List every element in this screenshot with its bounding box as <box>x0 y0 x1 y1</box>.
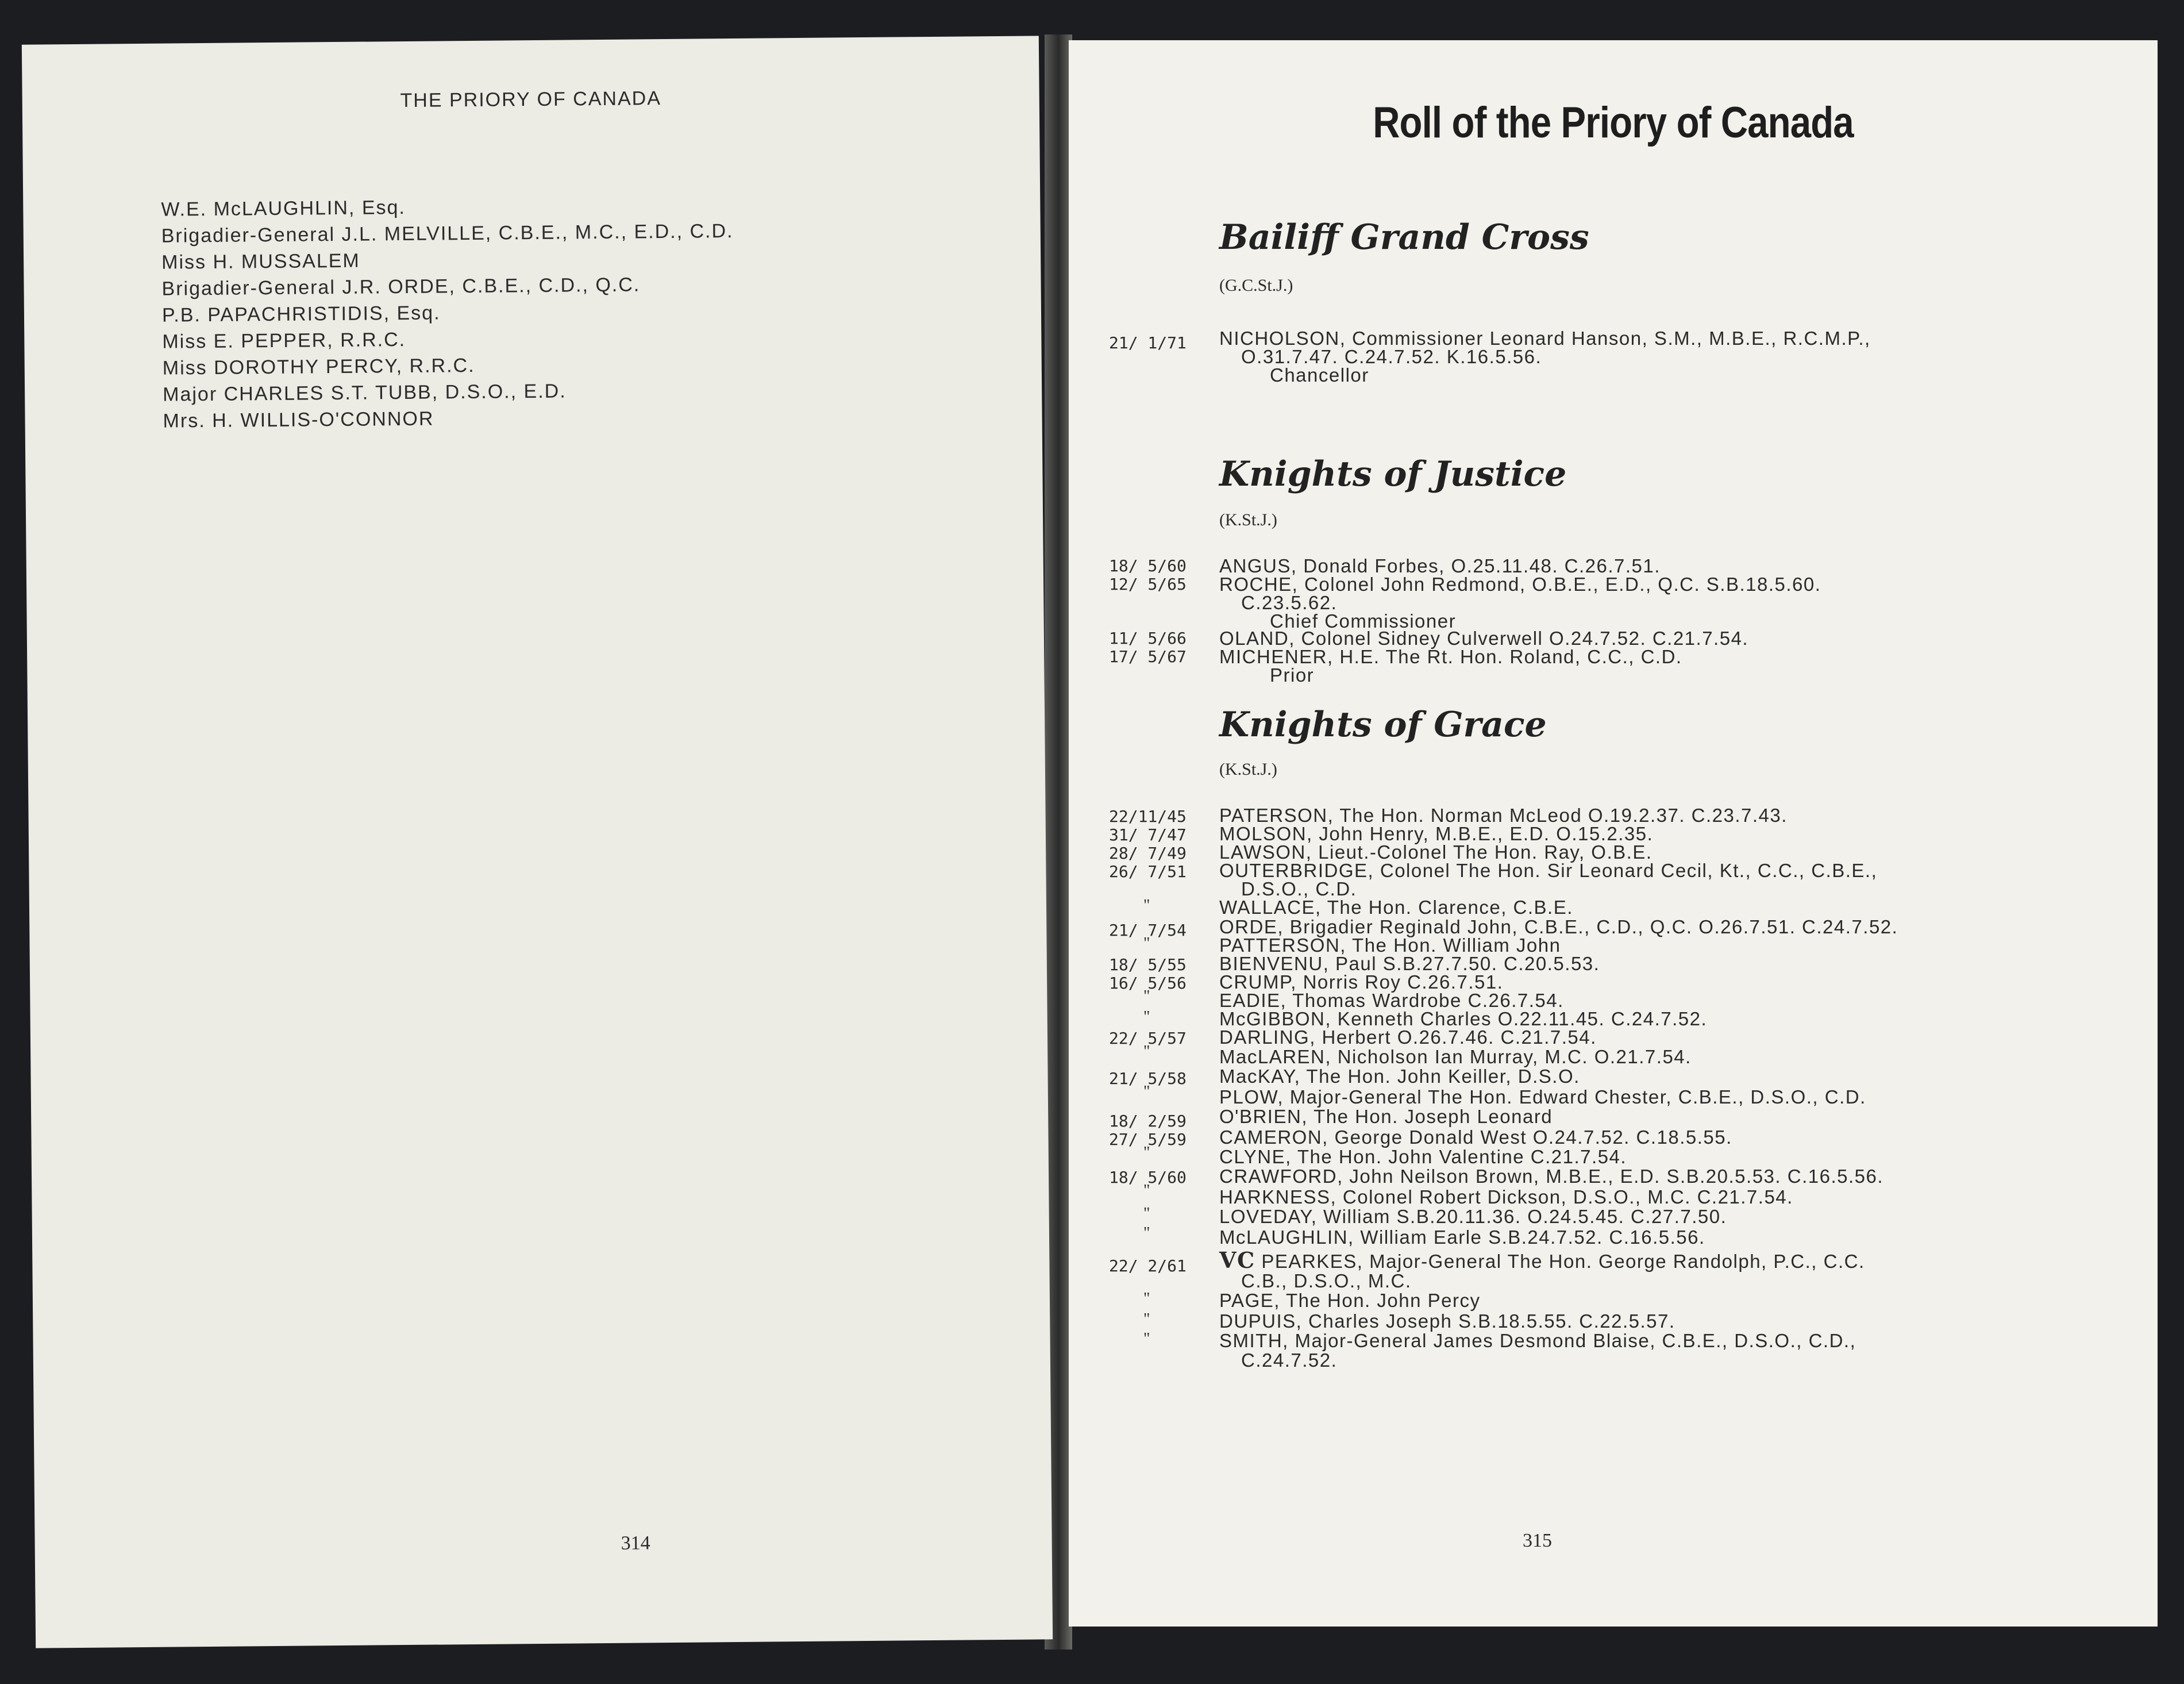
entry-line: C.23.5.62. <box>1241 592 1338 613</box>
ditto-mark: " <box>1143 1043 1150 1060</box>
member-line: Miss DOROTHY PERCY, R.R.C. <box>162 354 475 379</box>
ditto-mark: " <box>1143 1182 1150 1199</box>
member-line: Brigadier-General J.R. ORDE, C.B.E., C.D., Q.C. <box>161 274 641 300</box>
entry-date: 21/ 1/71 <box>1109 333 1187 352</box>
entry-line: CAMERON, George Donald West O.24.7.52. C.18.5.55. <box>1219 1126 1732 1148</box>
entry-line: C.24.7.52. <box>1241 1349 1338 1371</box>
entry-role: Chancellor <box>1270 364 1369 386</box>
entry-date: 16/ 5/56 <box>1109 974 1187 993</box>
section-heading-bailiff: Bailiff Grand Cross <box>1219 217 1589 257</box>
entry-line: PAGE, The Hon. John Percy <box>1219 1290 1481 1311</box>
entry-line: LAWSON, Lieut.-Colonel The Hon. Ray, O.B.E. <box>1219 841 1653 863</box>
member-line: Miss E. PEPPER, R.R.C. <box>162 328 406 353</box>
ditto-mark: " <box>1143 1224 1150 1242</box>
entry-line: PATTERSON, The Hon. William John <box>1219 935 1561 956</box>
entry-line: DUPUIS, Charles Joseph S.B.18.5.55. C.22.5.57. <box>1219 1310 1675 1332</box>
entry-date: 28/ 7/49 <box>1109 844 1187 863</box>
entry-line: BIENVENU, Paul S.B.27.7.50. C.20.5.53. <box>1219 953 1600 974</box>
entry-line: LOVEDAY, William S.B.20.11.36. O.24.5.45. C.27.7.50. <box>1219 1206 1727 1227</box>
victoria-cross-mark: VC <box>1219 1247 1255 1273</box>
section-abbr: (K.St.J.) <box>1219 510 1277 529</box>
ditto-mark: " <box>1143 1290 1150 1308</box>
entry-line: EADIE, Thomas Wardrobe C.26.7.54. <box>1219 990 1564 1011</box>
entry-date: 18/ 5/60 <box>1109 1168 1187 1187</box>
entry-line: MacLAREN, Nicholson Ian Murray, M.C. O.21.7.54. <box>1219 1046 1692 1067</box>
entry-line: D.S.O., C.D. <box>1241 878 1357 899</box>
entry-line: PATERSON, The Hon. Norman McLeod O.19.2.37. C.23.7.43. <box>1219 805 1788 826</box>
entry-line: PEARKES, Major-General The Hon. George Randolph, P.C., C.C. <box>1261 1251 1865 1272</box>
entry-line: OUTERBRIDGE, Colonel The Hon. Sir Leonard Cecil, Kt., C.C., C.B.E., <box>1219 860 1878 881</box>
ditto-mark: " <box>1143 1310 1150 1328</box>
entry-date: 18/ 2/59 <box>1109 1112 1187 1131</box>
entry-line: McLAUGHLIN, William Earle S.B.24.7.52. C.16.5.56. <box>1219 1227 1705 1248</box>
ditto-mark: " <box>1143 1083 1150 1101</box>
ditto-mark: " <box>1143 1008 1150 1026</box>
entry-line: OLAND, Colonel Sidney Culverwell O.24.7.52. C.21.7.54. <box>1219 628 1749 649</box>
entry-date: 18/ 5/60 <box>1109 556 1187 575</box>
ditto-mark: " <box>1143 987 1150 1005</box>
entry-line: O.31.7.47. C.24.7.52. K.16.5.56. <box>1241 346 1542 367</box>
member-line: P.B. PAPACHRISTIDIS, Esq. <box>161 302 441 326</box>
entry-line: CLYNE, The Hon. John Valentine C.21.7.54. <box>1219 1146 1627 1167</box>
ditto-mark: " <box>1143 1330 1150 1348</box>
entry-line: HARKNESS, Colonel Robert Dickson, D.S.O., M.C. C.21.7.54. <box>1219 1186 1793 1208</box>
entry-line-vc <box>1219 1247 1865 1273</box>
entry-date: 18/ 5/55 <box>1109 955 1187 974</box>
page-title: Roll of the Priory of Canada <box>1373 98 1854 147</box>
entry-date: 12/ 5/65 <box>1109 575 1187 594</box>
entry-date: 21/ 7/54 <box>1109 921 1187 940</box>
entry-role: Prior <box>1270 664 1315 686</box>
ditto-mark: " <box>1143 1205 1150 1222</box>
entry-line: ROCHE, Colonel John Redmond, O.B.E., E.D., Q.C. S.B.18.5.60. <box>1219 574 1821 595</box>
left-page <box>22 36 1053 1648</box>
entry-date: 22/ 2/61 <box>1109 1256 1187 1275</box>
ditto-mark: " <box>1143 1144 1150 1162</box>
ditto-mark: " <box>1143 897 1150 914</box>
entry-line: ANGUS, Donald Forbes, O.25.11.48. C.26.7.51. <box>1219 555 1661 576</box>
entry-date: 27/ 5/59 <box>1109 1130 1187 1149</box>
member-line: W.E. McLAUGHLIN, Esq. <box>161 196 406 221</box>
member-line: Miss H. MUSSALEM <box>161 249 360 274</box>
entry-line: CRUMP, Norris Roy C.26.7.51. <box>1219 971 1504 993</box>
member-line: Mrs. H. WILLIS-O'CONNOR <box>163 407 434 432</box>
page-number-left: 314 <box>621 1532 650 1554</box>
entry-line: McGIBBON, Kenneth Charles O.22.11.45. C.24.7.52. <box>1219 1008 1708 1029</box>
section-heading-justice: Knights of Justice <box>1219 454 1567 494</box>
entry-line: PLOW, Major-General The Hon. Edward Chester, C.B.E., D.S.O., C.D. <box>1219 1086 1866 1108</box>
member-line: Brigadier-General J.L. MELVILLE, C.B.E., M.C., E.D., C.D. <box>161 220 734 247</box>
entry-line: MacKAY, The Hon. John Keiller, D.S.O. <box>1219 1066 1580 1087</box>
entry-date: 26/ 7/51 <box>1109 862 1187 881</box>
section-abbr: (K.St.J.) <box>1219 760 1277 779</box>
section-abbr: (G.C.St.J.) <box>1219 276 1293 295</box>
ditto-mark: " <box>1143 935 1150 952</box>
entry-date: 22/11/45 <box>1109 807 1187 826</box>
entry-date: 11/ 5/66 <box>1109 629 1187 648</box>
entry-line: CRAWFORD, John Neilson Brown, M.B.E., E.D. S.B.20.5.53. C.16.5.56. <box>1219 1166 1884 1187</box>
entry-line: C.B., D.S.O., M.C. <box>1241 1270 1412 1291</box>
entry-line: O'BRIEN, The Hon. Joseph Leonard <box>1219 1106 1553 1127</box>
entry-date: 17/ 5/67 <box>1109 647 1187 666</box>
right-page <box>1069 40 2158 1627</box>
entry-line: WALLACE, The Hon. Clarence, C.B.E. <box>1219 897 1573 918</box>
page-number-right: 315 <box>1523 1530 1552 1551</box>
member-line: Major CHARLES S.T. TUBB, D.S.O., E.D. <box>163 380 567 406</box>
entry-line: MICHENER, H.E. The Rt. Hon. Roland, C.C., C.D. <box>1219 646 1682 667</box>
entry-date: 31/ 7/47 <box>1109 825 1187 844</box>
entry-line: DARLING, Herbert O.26.7.46. C.21.7.54. <box>1219 1026 1597 1048</box>
section-heading-grace: Knights of Grace <box>1219 705 1547 745</box>
entry-date: 21/ 5/58 <box>1109 1069 1187 1088</box>
entry-line: SMITH, Major-General James Desmond Blaise, C.B.E., D.S.O., C.D., <box>1219 1330 1856 1351</box>
running-head: THE PRIORY OF CANADA <box>400 87 662 112</box>
entry-line: MOLSON, John Henry, M.B.E., E.D. O.15.2.35. <box>1219 823 1654 844</box>
entry-date: 22/ 5/57 <box>1109 1029 1187 1048</box>
entry-role: Chief Commissioner <box>1270 610 1457 632</box>
entry-line: NICHOLSON, Commissioner Leonard Hanson, S.M., M.B.E., R.C.M.P., <box>1219 328 1871 349</box>
entry-line: ORDE, Brigadier Reginald John, C.B.E., C.D., Q.C. O.26.7.51. C.24.7.52. <box>1219 916 1898 937</box>
